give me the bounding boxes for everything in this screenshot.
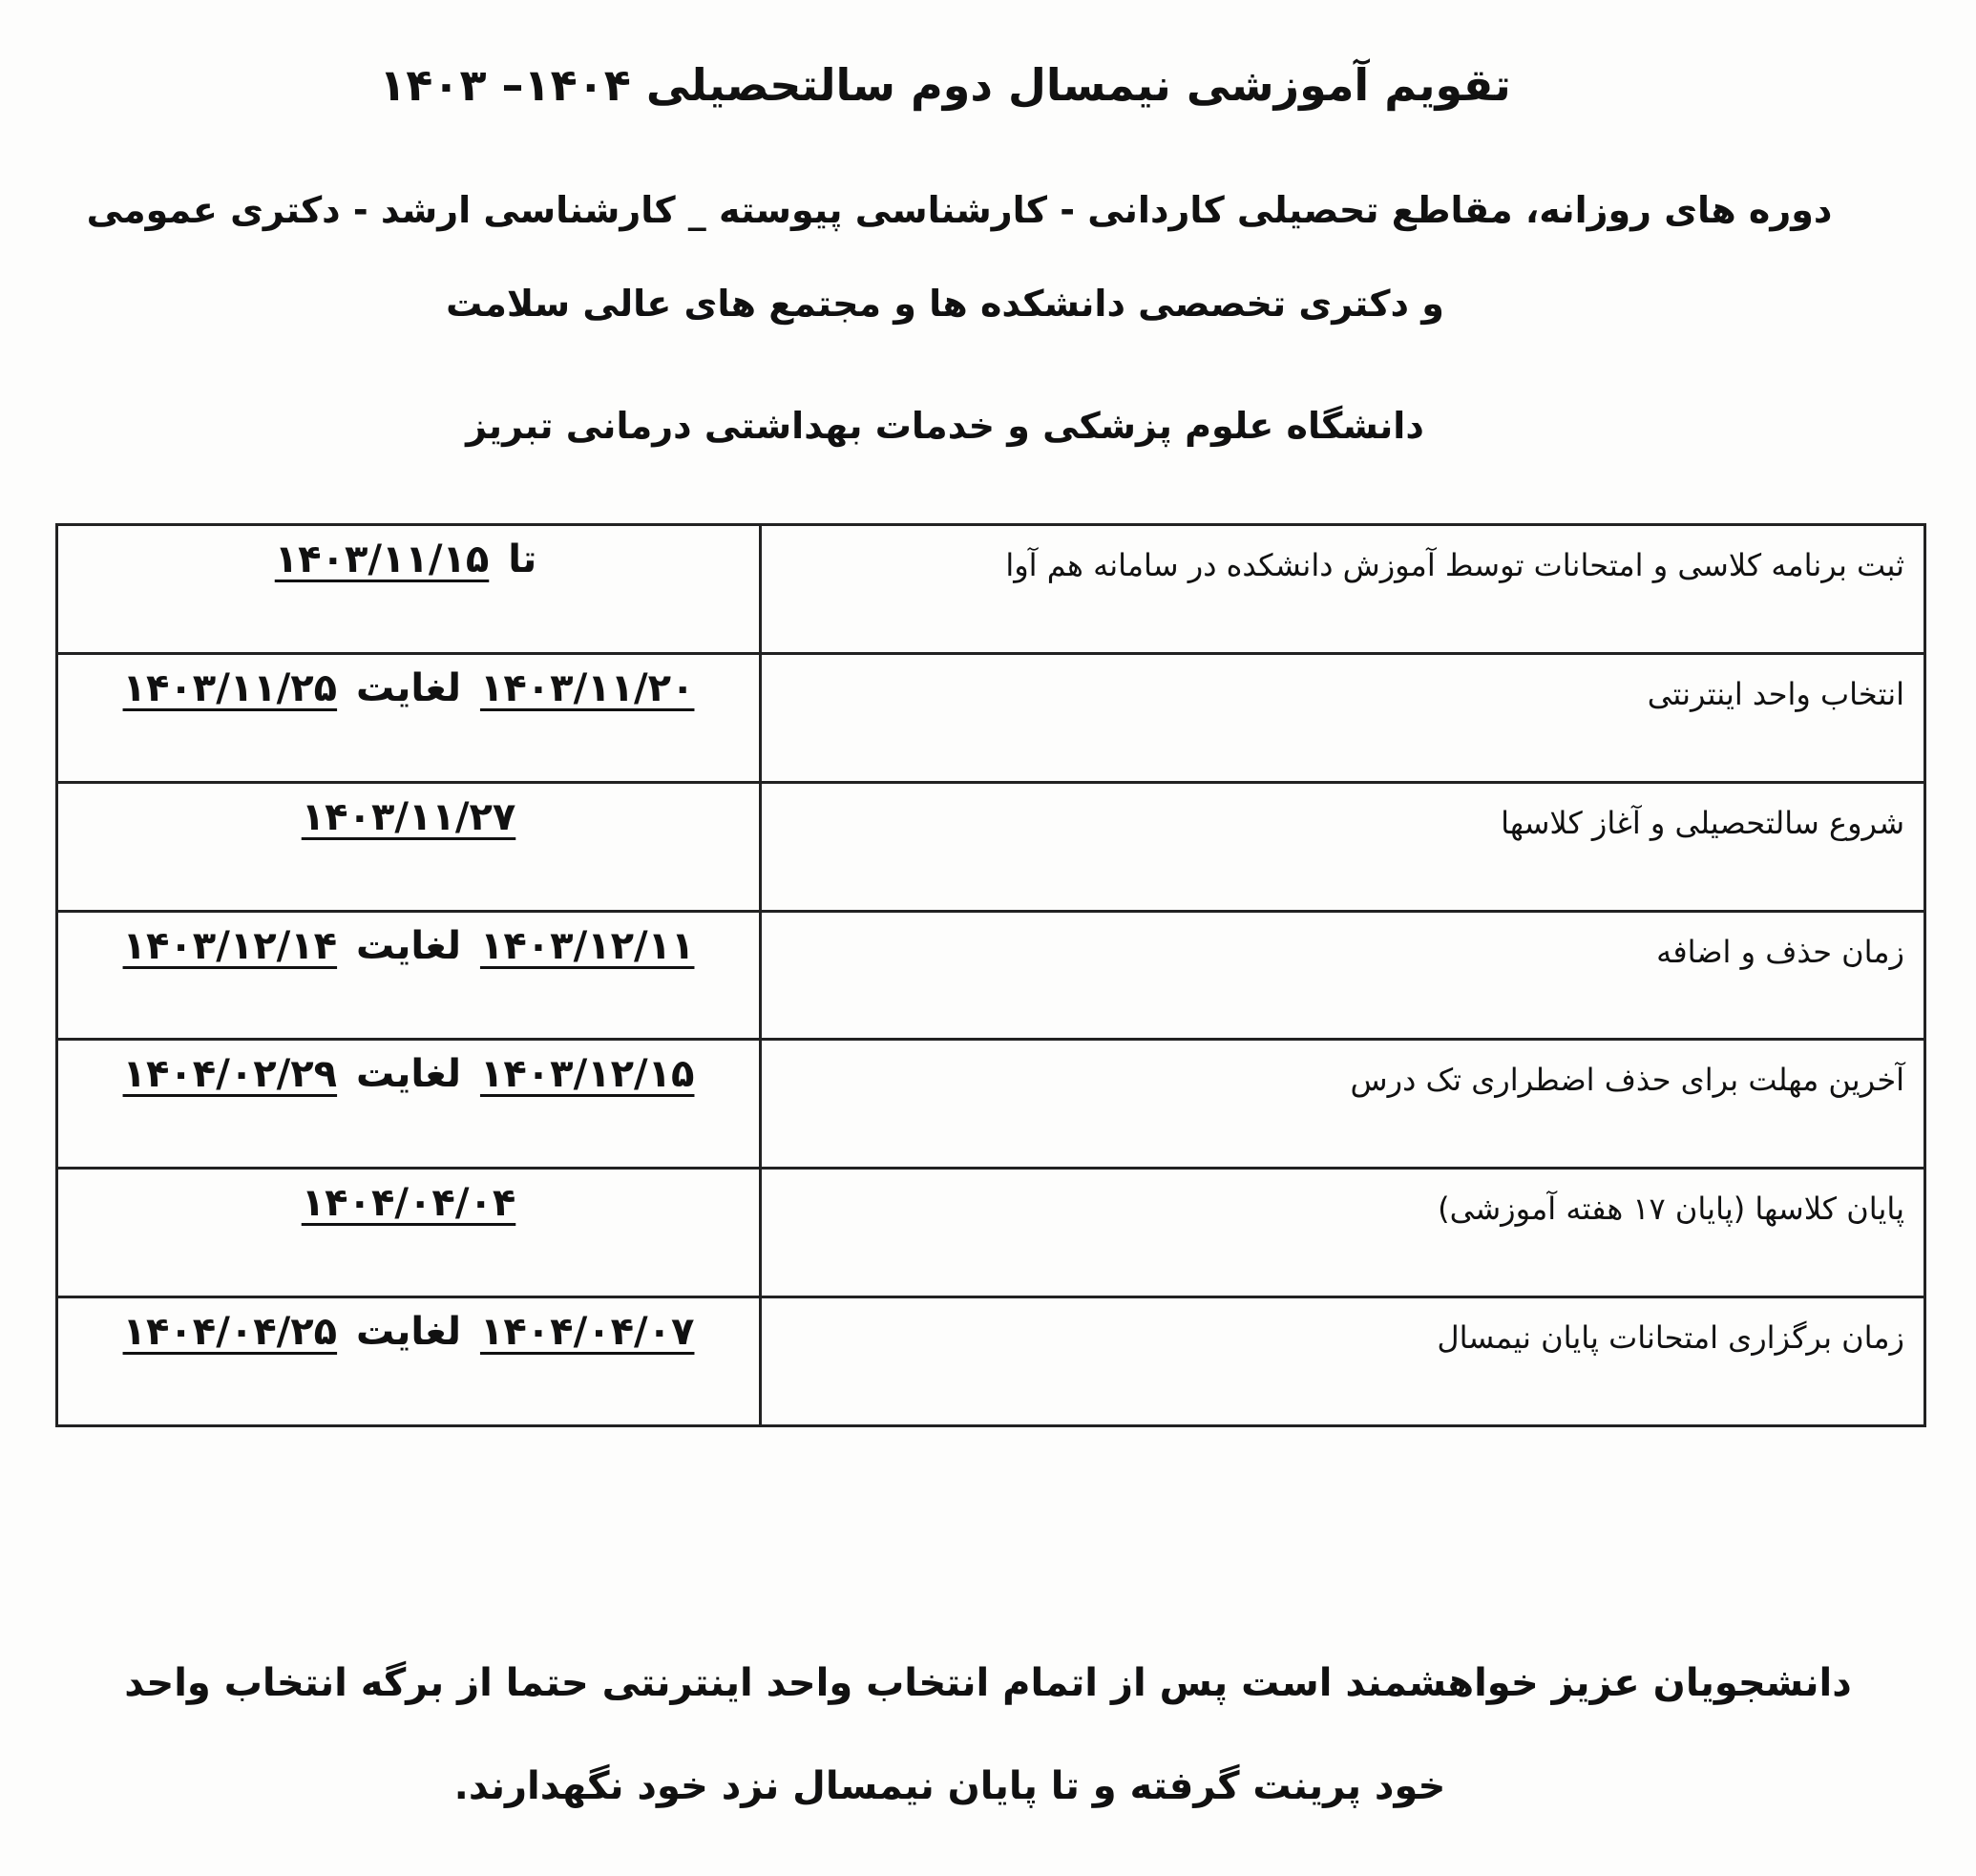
event-date [57,911,761,1040]
date-connector: لغایت [356,665,461,710]
event-date [57,653,761,782]
date-connector: تا [508,538,537,581]
date-start: ۱۴۰۴/۰۴/۰۷ [479,1310,695,1355]
date-end: ۱۴۰۴/۰۴/۲۵ [122,1310,338,1355]
table-row [57,911,1925,1040]
date-connector: لغایت [356,923,461,968]
date-start: ۱۴۰۳/۱۱/۲۰ [479,665,695,710]
date-start: ۱۴۰۳/۱۲/۱۱ [479,923,695,968]
table-row [57,1297,1925,1426]
date-start: ۱۴۰۴/۰۴/۰۴ [301,1181,516,1226]
date-start: ۱۴۰۳/۱۲/۱۵ [479,1052,695,1097]
event-label: زمان برگزاری امتحانات پایان نیمسال [761,1297,1925,1426]
event-date [57,782,761,911]
table-row [57,653,1925,782]
event-date [57,525,761,654]
event-date [57,1169,761,1297]
event-label: انتخاب واحد اینترنتی [761,653,1925,782]
event-label: زمان حذف و اضافه [761,911,1925,1040]
student-notice-line-2: خود پرینت گرفته و تا پایان نیمسال نزد خود نگهدارند. [453,1764,1446,1808]
date-end: ۱۴۰۴/۰۲/۲۹ [122,1052,338,1097]
date-start: ۱۴۰۳/۱۱/۲۷ [301,794,516,839]
date-end: ۱۴۰۳/۱۲/۱۴ [122,923,338,968]
event-date [57,1297,761,1426]
table-row [57,782,1925,911]
table-row [57,525,1925,654]
page-title: تقویم آموزشی نیمسال دوم سالتحصیلی ۱۴۰۴– ۱۴۰۳ [379,59,1511,111]
program-description-line-1: دوره های روزانه، مقاطع تحصیلی کاردانی - کارشناسی پیوسته _ کارشناسی ارشد - دکتری عمومی [86,189,1833,231]
date-connector: لغایت [356,1052,461,1097]
event-date [57,1040,761,1169]
student-notice-line-1: دانشجویان عزیز خواهشمند است پس از اتمام انتخاب واحد اینترنتی حتما از برگه انتخاب واحد [124,1661,1852,1705]
event-label: شروع سالتحصیلی و آغاز کلاسها [761,782,1925,911]
event-label: پایان کلاسها (پایان ۱۷ هفته آموزشی) [761,1169,1925,1297]
table-row [57,1169,1925,1297]
table-row [57,1040,1925,1169]
event-label: ثبت برنامه کلاسی و امتحانات توسط آموزش دانشکده در سامانه هم آوا [761,525,1925,654]
date-end: ۱۴۰۳/۱۱/۲۵ [122,665,338,710]
date-connector: لغایت [356,1310,461,1355]
date-start: ۱۴۰۳/۱۱/۱۵ [274,538,490,581]
academic-calendar-table [55,523,1926,1427]
program-description-line-2: و دکتری تخصصی دانشکده ها و مجتمع های عالی سلامت [446,283,1444,325]
event-label: آخرین مهلت برای حذف اضطراری تک درس [761,1040,1925,1169]
university-name: دانشگاه علوم پزشکی و خدمات بهداشتی درمانی تبریز [466,405,1424,447]
